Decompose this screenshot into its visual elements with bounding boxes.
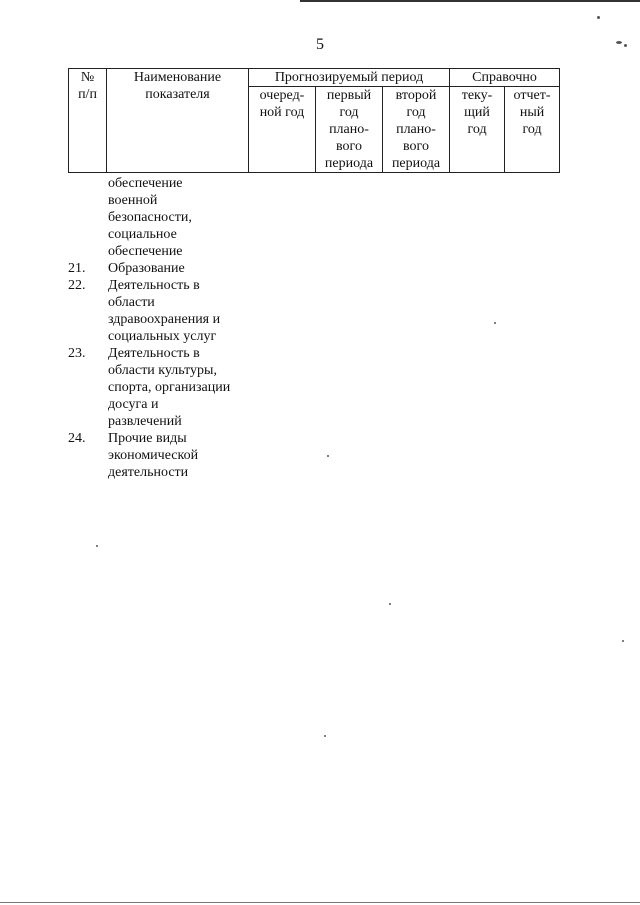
scan-top-edge (300, 0, 640, 2)
scan-speck (96, 545, 98, 547)
row-number (68, 175, 108, 260)
column-header-number: № п/п (69, 69, 107, 173)
column-header-forecast-period: Прогнозируемый период (249, 69, 450, 87)
row-number: 23. (68, 346, 86, 361)
table-row (68, 277, 268, 345)
column-header-current-year: теку- щий год (450, 87, 505, 173)
row-number: 24. (68, 431, 86, 446)
row-indicator-name: обеспечение военной безопасности, социальное обеспечение (108, 176, 192, 259)
scan-speck (597, 16, 600, 19)
row-indicator-name: Деятельность в области здравоохранения и социальных услуг (108, 278, 221, 344)
scan-speck (327, 455, 329, 457)
row-indicator-name: Образование (108, 261, 185, 276)
scan-speck (616, 41, 622, 44)
scan-speck (389, 603, 391, 605)
row-indicator-name: Прочие виды экономической деятельности (108, 431, 199, 480)
table-row (68, 260, 268, 277)
column-header-second-plan-year: второй год плано- вого периода (383, 87, 450, 173)
table-row (68, 175, 268, 260)
indicator-table-header (68, 68, 560, 173)
column-header-reporting-year: отчет- ный год (505, 87, 560, 173)
row-number: 21. (68, 261, 86, 276)
row-indicator-name: Деятельность в области культуры, спорта, организации досуга и развлечений (108, 346, 231, 429)
scan-speck (324, 735, 326, 737)
table-row (68, 345, 268, 430)
scan-speck (494, 322, 496, 324)
row-number: 22. (68, 278, 86, 293)
scan-speck (624, 44, 627, 47)
table-row (68, 430, 268, 481)
column-header-first-plan-year: первый год плано- вого периода (316, 87, 383, 173)
column-header-next-year: очеред- ной год (249, 87, 316, 173)
indicator-rows (68, 175, 268, 481)
scan-speck (622, 640, 624, 642)
column-header-reference: Справочно (450, 69, 560, 87)
scan-bottom-edge (0, 902, 640, 903)
page-number: 5 (316, 36, 324, 53)
column-header-indicator-name: Наименование показателя (107, 69, 249, 173)
